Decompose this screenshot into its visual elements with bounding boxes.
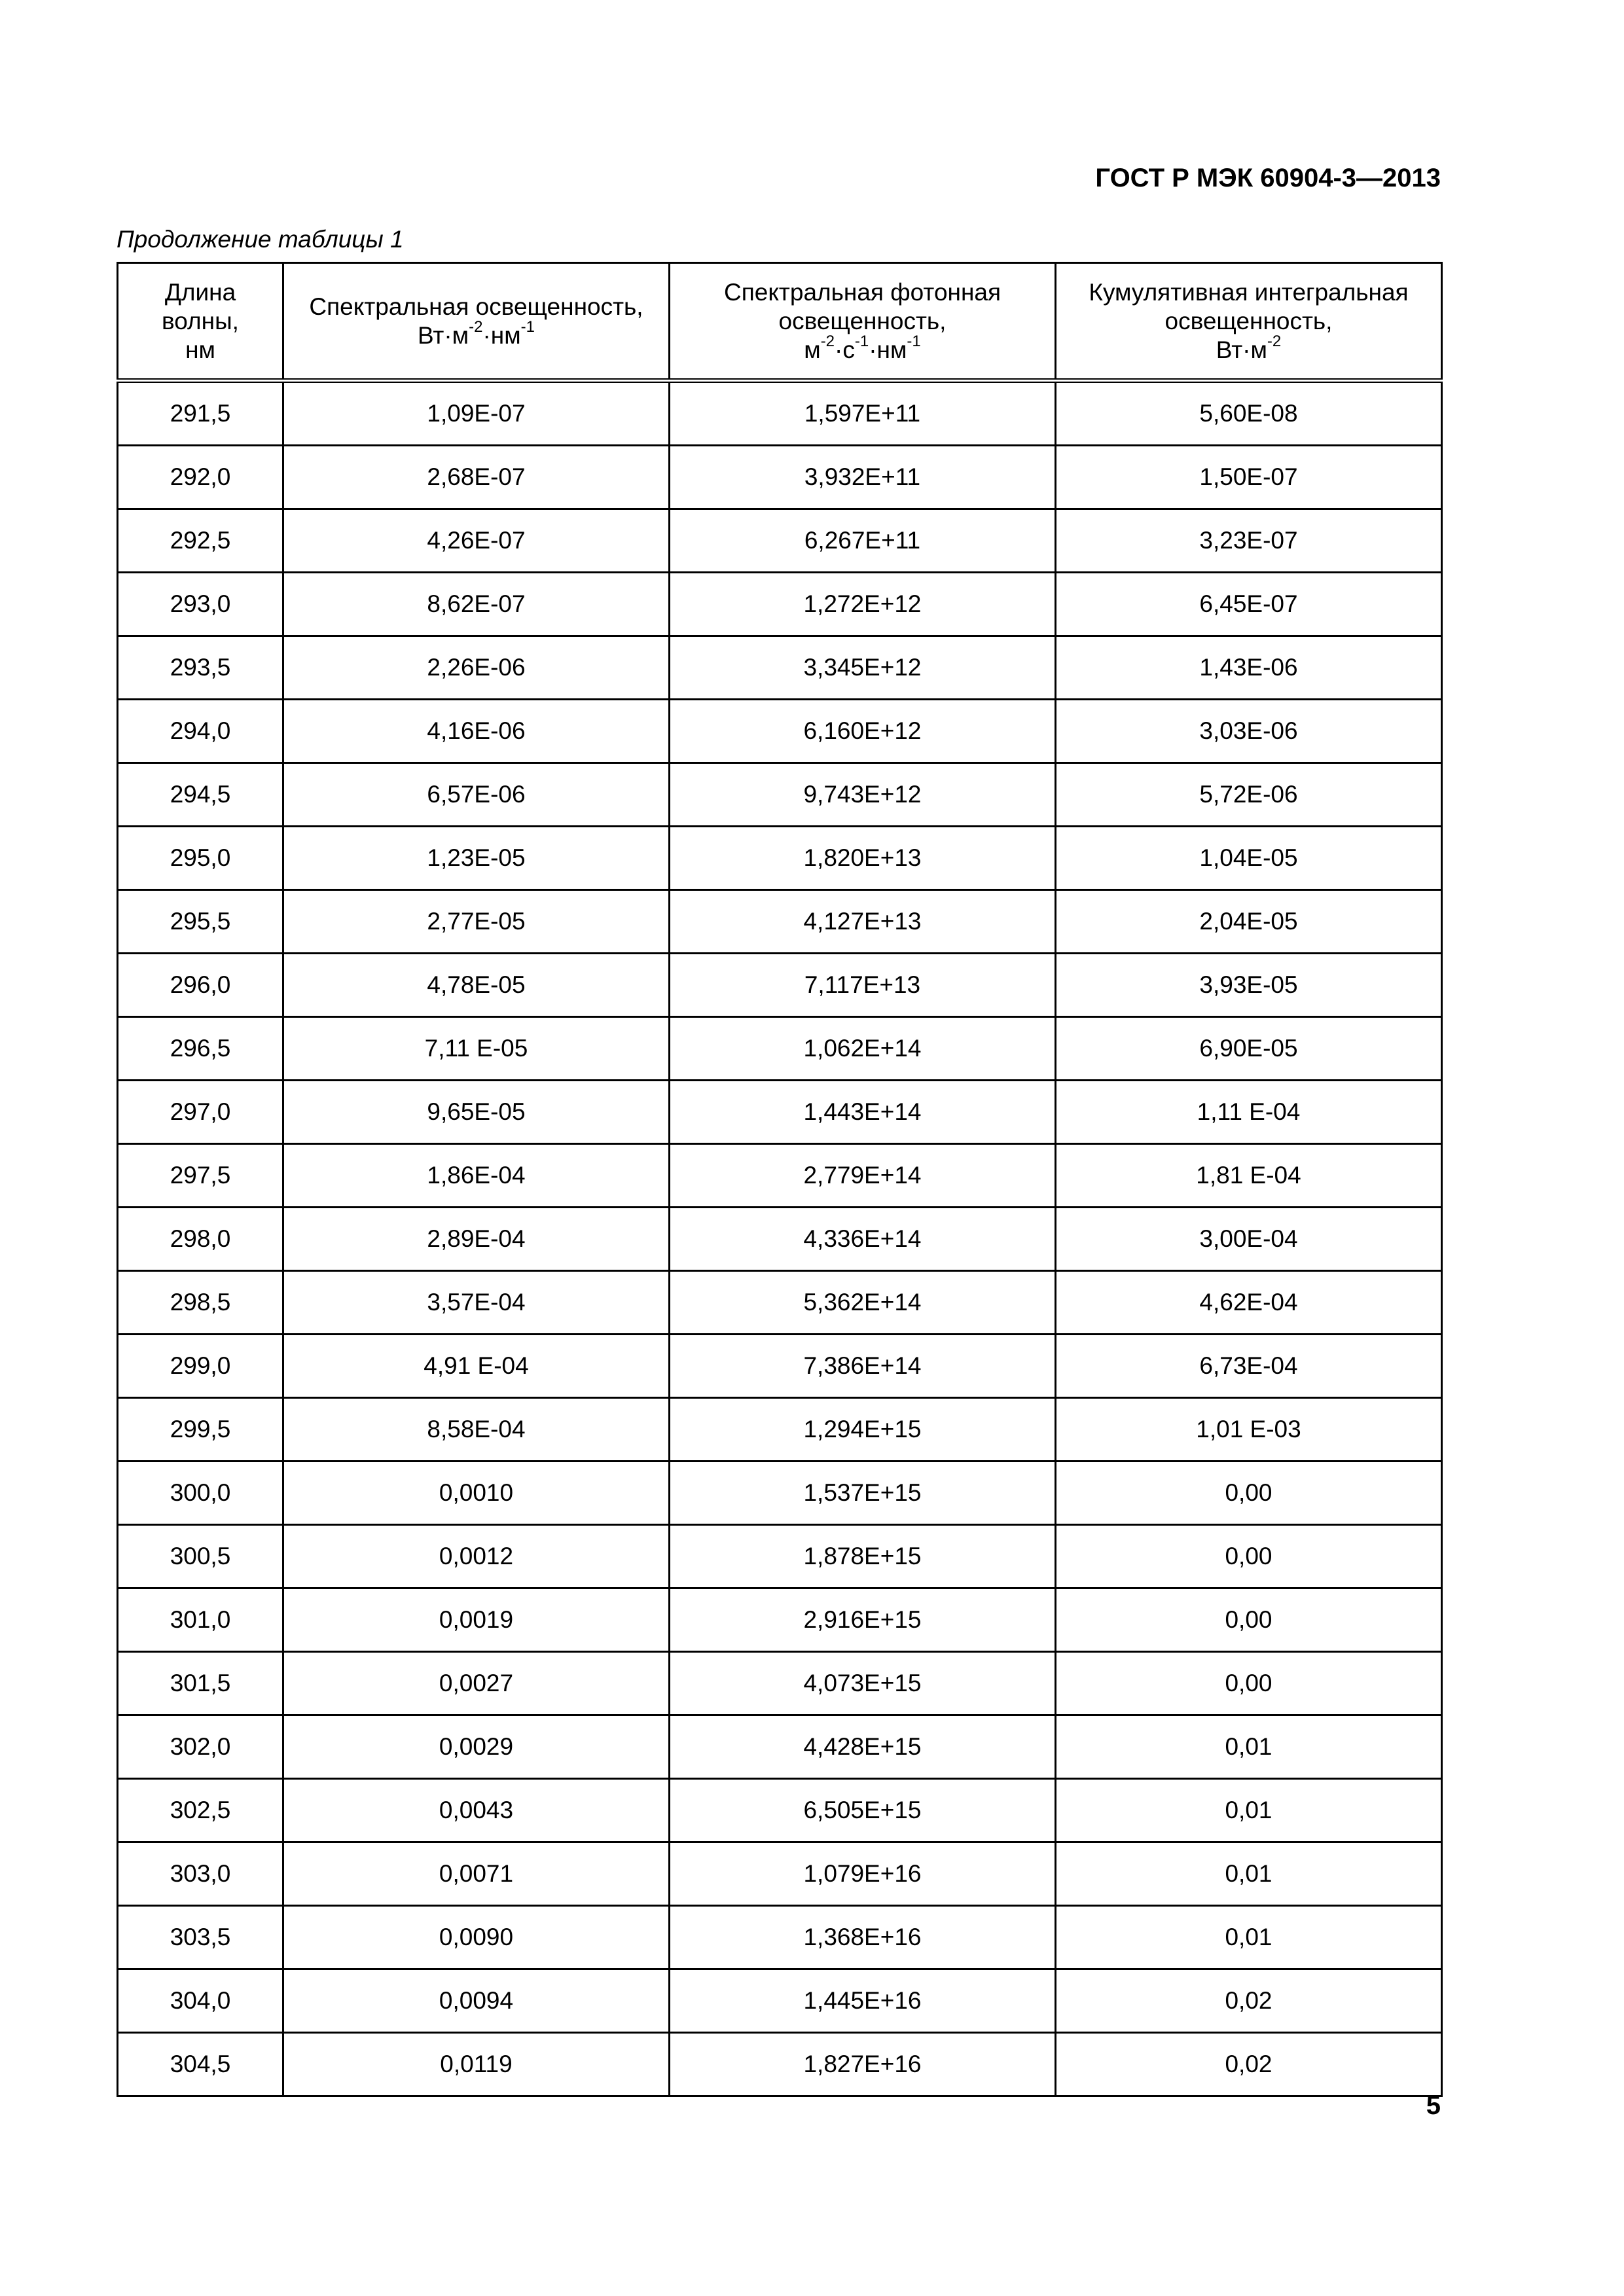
- table-row: [118, 1842, 1442, 1906]
- cell-photon-irradiance: 9,743E+12: [670, 763, 1056, 827]
- cell-cumulative-irradiance: 0,00: [1056, 1588, 1442, 1652]
- cell-wavelength: 300,5: [118, 1525, 283, 1588]
- cell-wavelength: 297,5: [118, 1144, 283, 1208]
- cell-photon-irradiance: 2,916E+15: [670, 1588, 1056, 1652]
- table-body: [118, 381, 1442, 2096]
- cell-photon-irradiance: 1,537E+15: [670, 1462, 1056, 1525]
- table-row: [118, 763, 1442, 827]
- cell-wavelength: 293,5: [118, 636, 283, 700]
- cell-spectral-irradiance: 0,0090: [283, 1906, 670, 1969]
- cell-cumulative-irradiance: 3,93E-05: [1056, 954, 1442, 1017]
- cell-spectral-irradiance: 4,91 E-04: [283, 1335, 670, 1398]
- cell-cumulative-irradiance: 6,90E-05: [1056, 1017, 1442, 1081]
- cell-wavelength: 294,0: [118, 700, 283, 763]
- cell-spectral-irradiance: 0,0019: [283, 1588, 670, 1652]
- cell-spectral-irradiance: 2,77E-05: [283, 890, 670, 954]
- cell-spectral-irradiance: 8,62E-07: [283, 573, 670, 636]
- cell-spectral-irradiance: 4,78E-05: [283, 954, 670, 1017]
- document-header: ГОСТ Р МЭК 60904-3—2013: [1095, 164, 1441, 192]
- cell-wavelength: 304,0: [118, 1969, 283, 2033]
- table-row: [118, 1652, 1442, 1715]
- table-row: [118, 1969, 1442, 2033]
- cell-cumulative-irradiance: 3,23E-07: [1056, 509, 1442, 573]
- table-header-row: [118, 263, 1442, 381]
- cell-cumulative-irradiance: 2,04E-05: [1056, 890, 1442, 954]
- cell-photon-irradiance: 1,294E+15: [670, 1398, 1056, 1462]
- table-row: [118, 446, 1442, 509]
- cell-photon-irradiance: 4,073E+15: [670, 1652, 1056, 1715]
- cell-photon-irradiance: 1,820E+13: [670, 827, 1056, 890]
- cell-cumulative-irradiance: 0,00: [1056, 1525, 1442, 1588]
- cell-wavelength: 303,5: [118, 1906, 283, 1969]
- cell-spectral-irradiance: 2,26E-06: [283, 636, 670, 700]
- table-row: [118, 2033, 1442, 2096]
- cell-wavelength: 292,5: [118, 509, 283, 573]
- cell-cumulative-irradiance: 0,01: [1056, 1715, 1442, 1779]
- cell-spectral-irradiance: 0,0029: [283, 1715, 670, 1779]
- table-row: [118, 573, 1442, 636]
- cell-cumulative-irradiance: 0,02: [1056, 2033, 1442, 2096]
- cell-spectral-irradiance: 0,0043: [283, 1779, 670, 1842]
- cell-cumulative-irradiance: 5,60E-08: [1056, 381, 1442, 446]
- cell-spectral-irradiance: 0,0010: [283, 1462, 670, 1525]
- cell-wavelength: 291,5: [118, 381, 283, 446]
- table-caption: Продолжение таблицы 1: [117, 226, 404, 253]
- table-row: [118, 1208, 1442, 1271]
- cell-cumulative-irradiance: 0,01: [1056, 1842, 1442, 1906]
- cell-photon-irradiance: 4,336E+14: [670, 1208, 1056, 1271]
- table-row: [118, 1144, 1442, 1208]
- cell-wavelength: 296,0: [118, 954, 283, 1017]
- cell-photon-irradiance: 7,117E+13: [670, 954, 1056, 1017]
- table-row: [118, 1462, 1442, 1525]
- cell-cumulative-irradiance: 0,02: [1056, 1969, 1442, 2033]
- table-row: [118, 890, 1442, 954]
- cell-cumulative-irradiance: 3,03E-06: [1056, 700, 1442, 763]
- cell-cumulative-irradiance: 1,11 E-04: [1056, 1081, 1442, 1144]
- cell-wavelength: 301,0: [118, 1588, 283, 1652]
- cell-cumulative-irradiance: 0,00: [1056, 1652, 1442, 1715]
- column-header-photon-irradiance: Спектральная фотонная освещенность, $м^{-2}\cdot с^{-1}\cdot нм^{-1}$: [670, 263, 1056, 381]
- column-header-spectral-irradiance: Спектральная освещенность, $Вт\cdot м^{-2}\cdot нм^{-1}$: [283, 263, 670, 381]
- table-row: [118, 1588, 1442, 1652]
- cell-photon-irradiance: 1,079E+16: [670, 1842, 1056, 1906]
- table-row: [118, 1017, 1442, 1081]
- column-header-cumulative-irradiance: Кумулятивная интегральная освещенность, $Вт\cdot м^{-2}$: [1056, 263, 1442, 381]
- table-row: [118, 1906, 1442, 1969]
- cell-spectral-irradiance: 8,58E-04: [283, 1398, 670, 1462]
- table-row: [118, 1335, 1442, 1398]
- cell-photon-irradiance: 6,267E+11: [670, 509, 1056, 573]
- cell-cumulative-irradiance: 6,73E-04: [1056, 1335, 1442, 1398]
- cell-spectral-irradiance: 3,57E-04: [283, 1271, 670, 1335]
- cell-photon-irradiance: 7,386E+14: [670, 1335, 1056, 1398]
- cell-spectral-irradiance: 2,68E-07: [283, 446, 670, 509]
- cell-wavelength: 294,5: [118, 763, 283, 827]
- cell-photon-irradiance: 4,127E+13: [670, 890, 1056, 954]
- cell-cumulative-irradiance: 6,45E-07: [1056, 573, 1442, 636]
- cell-photon-irradiance: 6,160E+12: [670, 700, 1056, 763]
- table-row: [118, 1525, 1442, 1588]
- cell-photon-irradiance: 1,272E+12: [670, 573, 1056, 636]
- cell-wavelength: 301,5: [118, 1652, 283, 1715]
- cell-photon-irradiance: 1,443E+14: [670, 1081, 1056, 1144]
- cell-photon-irradiance: 3,932E+11: [670, 446, 1056, 509]
- cell-wavelength: 302,0: [118, 1715, 283, 1779]
- cell-photon-irradiance: 5,362E+14: [670, 1271, 1056, 1335]
- cell-wavelength: 302,5: [118, 1779, 283, 1842]
- cell-spectral-irradiance: 2,89E-04: [283, 1208, 670, 1271]
- cell-photon-irradiance: 1,445E+16: [670, 1969, 1056, 2033]
- cell-spectral-irradiance: 1,09E-07: [283, 381, 670, 446]
- cell-photon-irradiance: 1,368E+16: [670, 1906, 1056, 1969]
- cell-spectral-irradiance: 4,26E-07: [283, 509, 670, 573]
- cell-wavelength: 297,0: [118, 1081, 283, 1144]
- cell-wavelength: 293,0: [118, 573, 283, 636]
- column-header-wavelength: Длина волны, нм: [118, 263, 283, 381]
- cell-spectral-irradiance: 9,65E-05: [283, 1081, 670, 1144]
- cell-cumulative-irradiance: 1,50E-07: [1056, 446, 1442, 509]
- cell-spectral-irradiance: 0,0071: [283, 1842, 670, 1906]
- cell-wavelength: 300,0: [118, 1462, 283, 1525]
- cell-wavelength: 295,0: [118, 827, 283, 890]
- cell-spectral-irradiance: 0,0027: [283, 1652, 670, 1715]
- cell-spectral-irradiance: 4,16E-06: [283, 700, 670, 763]
- cell-photon-irradiance: 4,428E+15: [670, 1715, 1056, 1779]
- cell-photon-irradiance: 1,597E+11: [670, 381, 1056, 446]
- table-row: [118, 1398, 1442, 1462]
- page-number: 5: [1426, 2091, 1441, 2120]
- table-row: [118, 1715, 1442, 1779]
- cell-spectral-irradiance: 7,11 E-05: [283, 1017, 670, 1081]
- table-row: [118, 509, 1442, 573]
- cell-wavelength: 295,5: [118, 890, 283, 954]
- table-row: [118, 1081, 1442, 1144]
- cell-photon-irradiance: 6,505E+15: [670, 1779, 1056, 1842]
- cell-cumulative-irradiance: 4,62E-04: [1056, 1271, 1442, 1335]
- table-row: [118, 636, 1442, 700]
- cell-cumulative-irradiance: 1,43E-06: [1056, 636, 1442, 700]
- irradiance-table: [117, 262, 1443, 2097]
- cell-photon-irradiance: 1,878E+15: [670, 1525, 1056, 1588]
- cell-cumulative-irradiance: 3,00E-04: [1056, 1208, 1442, 1271]
- table-row: [118, 827, 1442, 890]
- cell-wavelength: 292,0: [118, 446, 283, 509]
- cell-cumulative-irradiance: 0,01: [1056, 1779, 1442, 1842]
- table-row: [118, 381, 1442, 446]
- table-row: [118, 1779, 1442, 1842]
- cell-wavelength: 304,5: [118, 2033, 283, 2096]
- cell-photon-irradiance: 3,345E+12: [670, 636, 1056, 700]
- cell-spectral-irradiance: 0,0094: [283, 1969, 670, 2033]
- cell-wavelength: 299,0: [118, 1335, 283, 1398]
- cell-wavelength: 296,5: [118, 1017, 283, 1081]
- table-row: [118, 1271, 1442, 1335]
- cell-cumulative-irradiance: 1,04E-05: [1056, 827, 1442, 890]
- table-row: [118, 954, 1442, 1017]
- cell-photon-irradiance: 1,827E+16: [670, 2033, 1056, 2096]
- cell-wavelength: 303,0: [118, 1842, 283, 1906]
- cell-cumulative-irradiance: 5,72E-06: [1056, 763, 1442, 827]
- cell-wavelength: 299,5: [118, 1398, 283, 1462]
- cell-photon-irradiance: 2,779E+14: [670, 1144, 1056, 1208]
- cell-photon-irradiance: 1,062E+14: [670, 1017, 1056, 1081]
- cell-cumulative-irradiance: 1,01 E-03: [1056, 1398, 1442, 1462]
- cell-wavelength: 298,5: [118, 1271, 283, 1335]
- cell-spectral-irradiance: 0,0119: [283, 2033, 670, 2096]
- table-row: [118, 700, 1442, 763]
- cell-cumulative-irradiance: 1,81 E-04: [1056, 1144, 1442, 1208]
- cell-spectral-irradiance: 1,23E-05: [283, 827, 670, 890]
- cell-spectral-irradiance: 0,0012: [283, 1525, 670, 1588]
- cell-cumulative-irradiance: 0,00: [1056, 1462, 1442, 1525]
- cell-spectral-irradiance: 1,86E-04: [283, 1144, 670, 1208]
- cell-spectral-irradiance: 6,57E-06: [283, 763, 670, 827]
- cell-cumulative-irradiance: 0,01: [1056, 1906, 1442, 1969]
- cell-wavelength: 298,0: [118, 1208, 283, 1271]
